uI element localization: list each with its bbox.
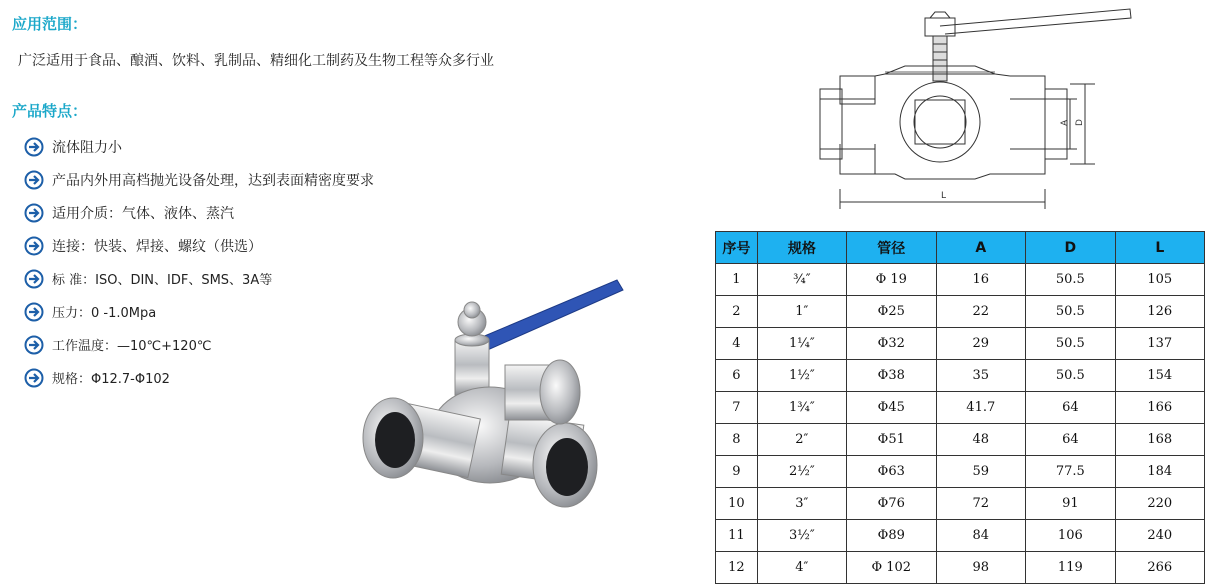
table-row (716, 424, 1205, 456)
table-cell: 59 (936, 456, 1026, 488)
drawing-label-a: A (1060, 119, 1070, 126)
table-cell: 64 (1026, 424, 1116, 456)
drawing-label-l: L (941, 191, 947, 201)
feature-text: 连接：快装、焊接、螺纹（供选） (52, 238, 262, 255)
table-cell: Φ76 (847, 488, 936, 520)
list-item (24, 130, 374, 163)
table-cell: Φ51 (847, 424, 936, 456)
feature-text: 流体阻力小 (52, 139, 122, 156)
table-cell: 1″ (757, 296, 846, 328)
table-cell: 50.5 (1026, 360, 1116, 392)
table-cell: 77.5 (1026, 456, 1116, 488)
table-cell: 10 (716, 488, 758, 520)
table-row (716, 552, 1205, 584)
feature-text: 规格：Φ12.7-Φ102 (52, 372, 170, 387)
feature-text: 工作温度：—10℃+120℃ (52, 339, 212, 354)
table-cell: 12 (716, 552, 758, 584)
application-text: 广泛适用于食品、酿酒、饮料、乳制品、精细化工制药及生物工程等众多行业 (18, 53, 494, 69)
table-cell: Φ25 (847, 296, 936, 328)
table-cell: 1¾″ (757, 392, 846, 424)
table-cell: 2½″ (757, 456, 846, 488)
table-cell: 119 (1026, 552, 1116, 584)
arrow-right-icon (24, 368, 44, 388)
table-cell: 126 (1115, 296, 1204, 328)
table-cell: 7 (716, 392, 758, 424)
spec-table (715, 231, 1205, 584)
table-row (716, 488, 1205, 520)
table-cell: 137 (1115, 328, 1204, 360)
table-cell: 22 (936, 296, 1026, 328)
table-cell: 1¼″ (757, 328, 846, 360)
table-cell: 98 (936, 552, 1026, 584)
header-pipe: 管径 (847, 232, 936, 264)
table-row (716, 392, 1205, 424)
table-cell: 4″ (757, 552, 846, 584)
table-cell: 64 (1026, 392, 1116, 424)
table-cell: 3½″ (757, 520, 846, 552)
table-cell: 50.5 (1026, 328, 1116, 360)
table-row (716, 296, 1205, 328)
valve-photo (355, 270, 630, 515)
table-cell: Φ32 (847, 328, 936, 360)
table-cell: 240 (1115, 520, 1204, 552)
table-cell: 8 (716, 424, 758, 456)
feature-text: 标 准：ISO、DIN、IDF、SMS、3A等 (52, 273, 273, 288)
table-cell: 9 (716, 456, 758, 488)
table-cell: 106 (1026, 520, 1116, 552)
feature-text: 压力：0 -1.0Mpa (52, 306, 157, 321)
table-row (716, 360, 1205, 392)
table-cell: 2 (716, 296, 758, 328)
table-header-row (716, 232, 1205, 264)
features-list (24, 130, 374, 394)
table-cell: 4 (716, 328, 758, 360)
list-item (24, 262, 374, 295)
drawing-label-d: D (1075, 119, 1085, 126)
arrow-right-icon (24, 236, 44, 256)
valve-drawing (815, 4, 1135, 214)
table-cell: 6 (716, 360, 758, 392)
header-no: 序号 (716, 232, 758, 264)
table-cell: 72 (936, 488, 1026, 520)
table-cell: Φ38 (847, 360, 936, 392)
header-spec: 规格 (757, 232, 846, 264)
table-cell: 11 (716, 520, 758, 552)
list-item (24, 196, 374, 229)
feature-text: 产品内外用高档抛光设备处理，达到表面精密度要求 (52, 172, 374, 189)
table-cell: 184 (1115, 456, 1204, 488)
table-cell: 266 (1115, 552, 1204, 584)
table-cell: Φ89 (847, 520, 936, 552)
table-cell: 50.5 (1026, 296, 1116, 328)
header-l: L (1115, 232, 1204, 264)
table-cell: 41.7 (936, 392, 1026, 424)
table-row (716, 456, 1205, 488)
table-cell: 16 (936, 264, 1026, 296)
application-title: 应用范围： (12, 15, 88, 33)
list-item (24, 328, 374, 361)
table-row (716, 264, 1205, 296)
table-cell: Φ 19 (847, 264, 936, 296)
list-item (24, 163, 374, 196)
table-cell: Φ 102 (847, 552, 936, 584)
table-cell: 1½″ (757, 360, 846, 392)
table-cell: 220 (1115, 488, 1204, 520)
arrow-right-icon (24, 137, 44, 157)
table-cell: 84 (936, 520, 1026, 552)
table-cell: 48 (936, 424, 1026, 456)
arrow-right-icon (24, 302, 44, 322)
table-row (716, 520, 1205, 552)
arrow-right-icon (24, 335, 44, 355)
table-cell: 35 (936, 360, 1026, 392)
table-cell: 105 (1115, 264, 1204, 296)
list-item (24, 229, 374, 262)
arrow-right-icon (24, 170, 44, 190)
table-cell: 3″ (757, 488, 846, 520)
header-a: A (936, 232, 1026, 264)
list-item (24, 361, 374, 394)
table-cell: 154 (1115, 360, 1204, 392)
table-cell: 1 (716, 264, 758, 296)
header-d: D (1026, 232, 1116, 264)
feature-text: 适用介质：气体、液体、蒸汽 (52, 205, 234, 222)
table-cell: 166 (1115, 392, 1204, 424)
list-item (24, 295, 374, 328)
table-cell: 2″ (757, 424, 846, 456)
arrow-right-icon (24, 203, 44, 223)
table-cell: 91 (1026, 488, 1116, 520)
table-cell: ¾″ (757, 264, 846, 296)
table-cell: Φ45 (847, 392, 936, 424)
arrow-right-icon (24, 269, 44, 289)
table-cell: Φ63 (847, 456, 936, 488)
table-row (716, 328, 1205, 360)
table-cell: 50.5 (1026, 264, 1116, 296)
table-cell: 29 (936, 328, 1026, 360)
table-cell: 168 (1115, 424, 1204, 456)
features-title: 产品特点： (12, 102, 88, 120)
